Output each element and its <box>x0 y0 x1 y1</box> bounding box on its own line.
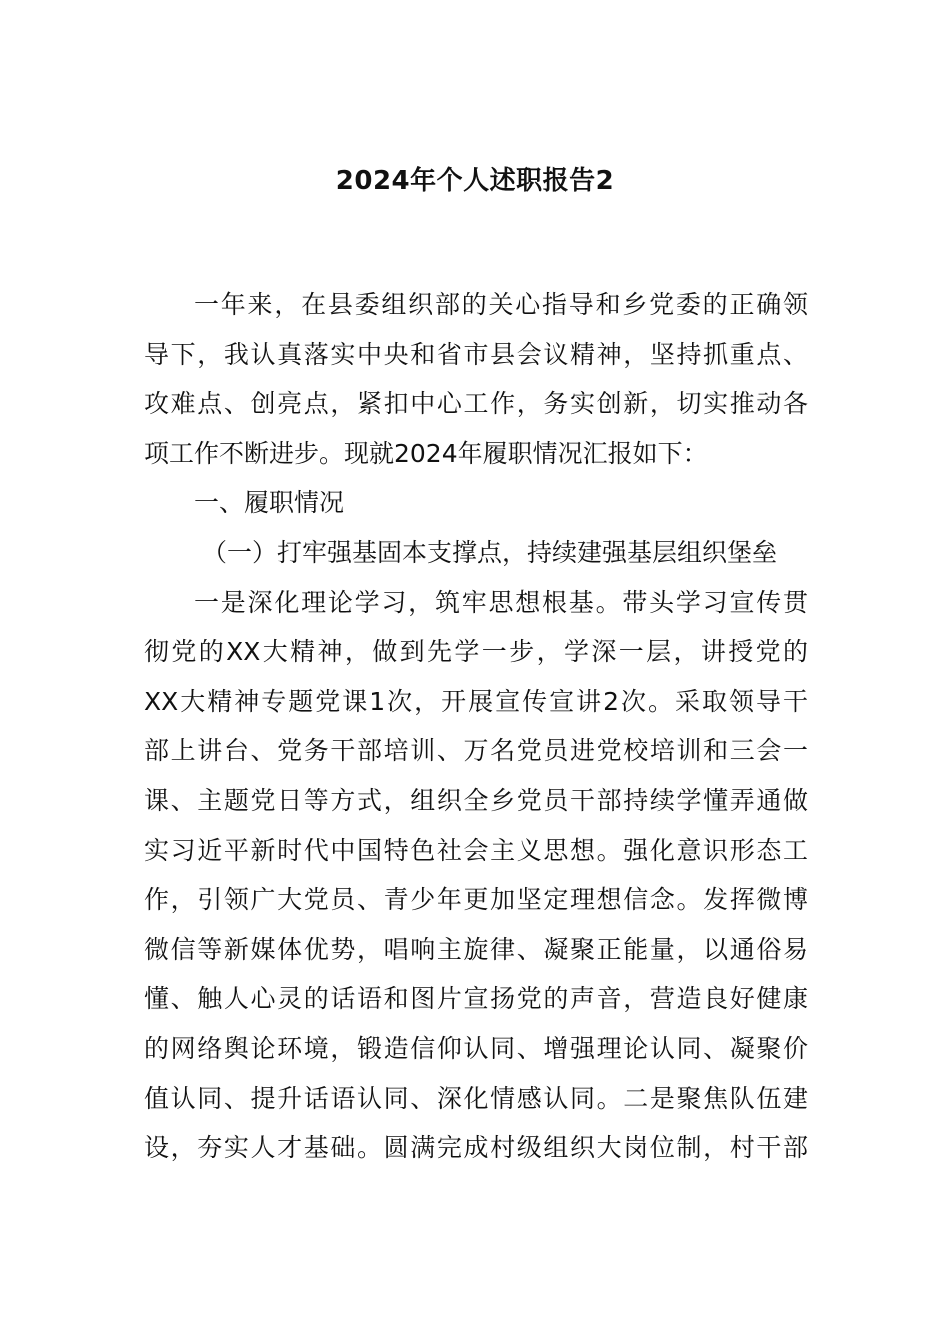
paragraph-line: 的网络舆论环境，锻造信仰认同、增强理论认同、凝聚价 <box>144 1033 808 1063</box>
paragraph-line: 一年来，在县委组织部的关心指导和乡党委的正确领 <box>194 290 808 319</box>
paragraph-line: 懂、触人心灵的话语和图片宣扬党的声音，营造良好健康 <box>144 984 808 1014</box>
paragraph-line: XX大精神专题党课1次，开展宣传宣讲2次。采取领导干 <box>144 686 808 716</box>
paragraph-line: 攻难点、创亮点，紧扣中心工作，务实创新，切实推动各 <box>144 389 808 419</box>
paragraph-line: 部上讲台、党务干部培训、万名党员进党校培训和三会一 <box>144 736 808 766</box>
paragraph-line: 设，夯实人才基础。圆满完成村级组织大岗位制，村干部 <box>144 1133 808 1163</box>
paragraph-line: 导下，我认真落实中央和省市县会议精神，坚持抓重点、 <box>144 339 808 369</box>
subsection-heading: （一）打牢强基固本支撑点，持续建强基层组织堡垒 <box>202 537 778 567</box>
paragraph-line: 课、主题党日等方式，组织全乡党员干部持续学懂弄通做 <box>144 785 808 815</box>
document-title: 2024年个人述职报告2 <box>335 166 615 196</box>
document-body <box>144 280 808 1173</box>
paragraph-line: 值认同、提升话语认同、深化情感认同。二是聚焦队伍建 <box>144 1083 808 1113</box>
section-heading: 一、履职情况 <box>194 488 345 518</box>
paragraph-line: 彻党的XX大精神，做到先学一步，学深一层，讲授党的 <box>144 637 808 667</box>
paragraph-line: 实习近平新时代中国特色社会主义思想。强化意识形态工 <box>144 835 808 865</box>
paragraph-line: 作，引领广大党员、青少年更加坚定理想信念。发挥微博 <box>144 885 808 915</box>
paragraph-line: 微信等新媒体优势，唱响主旋律、凝聚正能量，以通俗易 <box>144 934 808 964</box>
paragraph-line: 项工作不断进步。现就2024年履职情况汇报如下： <box>144 438 708 468</box>
paragraph-line: 一是深化理论学习，筑牢思想根基。带头学习宣传贯 <box>194 587 808 617</box>
